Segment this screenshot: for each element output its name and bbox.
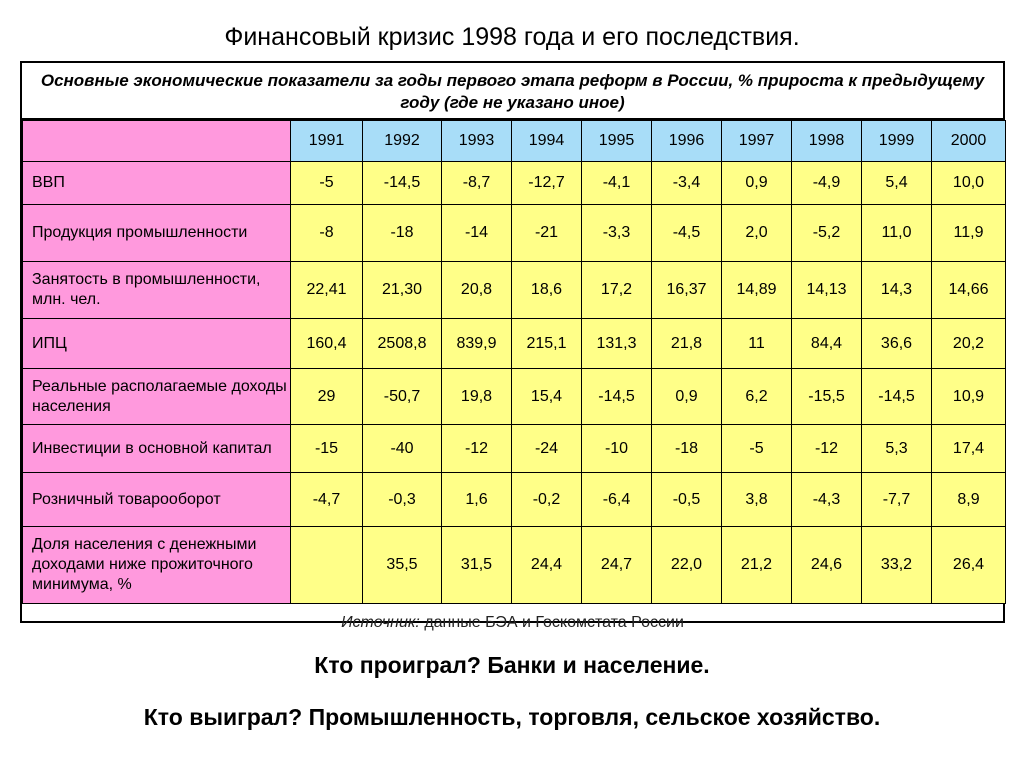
value-cell: 21,2 [722, 527, 792, 604]
value-cell: 11 [722, 319, 792, 369]
value-cell: 14,66 [932, 262, 1006, 319]
question-won: Кто выиграл? Промышленность, торговля, сельское хозяйство. [143, 704, 881, 730]
value-cell: -12 [792, 425, 862, 473]
value-cell: 16,37 [652, 262, 722, 319]
value-cell: 31,5 [442, 527, 512, 604]
value-cell: 20,8 [442, 262, 512, 319]
year-header: 1992 [363, 121, 442, 162]
year-header: 1994 [512, 121, 582, 162]
source-label: Источник: [341, 614, 420, 631]
value-cell: 14,13 [792, 262, 862, 319]
value-cell: -7,7 [862, 473, 932, 527]
value-cell: 22,0 [652, 527, 722, 604]
value-cell: -24 [512, 425, 582, 473]
year-header: 2000 [932, 121, 1006, 162]
indicators-table [22, 120, 1006, 604]
value-cell: 8,9 [932, 473, 1006, 527]
table-row [23, 369, 1006, 425]
question-lost: Кто проиграл? Банки и население. [314, 652, 710, 678]
value-cell: 2508,8 [363, 319, 442, 369]
value-cell: -12 [442, 425, 512, 473]
value-cell: 20,2 [932, 319, 1006, 369]
value-cell: -5,2 [792, 205, 862, 262]
value-cell: 6,2 [722, 369, 792, 425]
table-caption: Основные экономические показатели за годы первого этапа реформ в России, % прироста к предыдущему году (где не указано иное) [22, 63, 1003, 120]
value-cell: 215,1 [512, 319, 582, 369]
value-cell: 21,8 [652, 319, 722, 369]
value-cell: 1,6 [442, 473, 512, 527]
value-cell: -5 [291, 162, 363, 205]
value-cell: -4,3 [792, 473, 862, 527]
value-cell: 2,0 [722, 205, 792, 262]
table-frame [20, 61, 1005, 631]
value-cell: -18 [363, 205, 442, 262]
value-cell: 24,6 [792, 527, 862, 604]
value-cell: -0,2 [512, 473, 582, 527]
value-cell: 3,8 [722, 473, 792, 527]
value-cell: 11,9 [932, 205, 1006, 262]
value-cell: 24,4 [512, 527, 582, 604]
year-header: 1997 [722, 121, 792, 162]
table-row [23, 162, 1006, 205]
table-row [23, 319, 1006, 369]
table-row [23, 425, 1006, 473]
value-cell: 14,89 [722, 262, 792, 319]
row-label: ВВП [23, 162, 291, 205]
source-text: данные БЭА и Госкомстата России [419, 614, 684, 631]
value-cell: 5,3 [862, 425, 932, 473]
value-cell: 17,2 [582, 262, 652, 319]
value-cell [291, 527, 363, 604]
value-cell: 11,0 [862, 205, 932, 262]
value-cell: -14,5 [862, 369, 932, 425]
value-cell: 18,6 [512, 262, 582, 319]
value-cell: -0,5 [652, 473, 722, 527]
value-cell: -3,4 [652, 162, 722, 205]
value-cell: 15,4 [512, 369, 582, 425]
value-cell: -4,7 [291, 473, 363, 527]
value-cell: 84,4 [792, 319, 862, 369]
value-cell: 36,6 [862, 319, 932, 369]
value-cell: -14,5 [363, 162, 442, 205]
value-cell: 17,4 [932, 425, 1006, 473]
value-cell: -40 [363, 425, 442, 473]
value-cell: 160,4 [291, 319, 363, 369]
value-cell: 0,9 [652, 369, 722, 425]
value-cell: -14,5 [582, 369, 652, 425]
row-label: Розничный товарооборот [23, 473, 291, 527]
value-cell: 26,4 [932, 527, 1006, 604]
value-cell: -12,7 [512, 162, 582, 205]
value-cell: -3,3 [582, 205, 652, 262]
value-cell: 131,3 [582, 319, 652, 369]
value-cell: -50,7 [363, 369, 442, 425]
value-cell: -5 [722, 425, 792, 473]
row-label: ИПЦ [23, 319, 291, 369]
value-cell: -8 [291, 205, 363, 262]
value-cell: -4,1 [582, 162, 652, 205]
row-label: Занятость в промышленности, млн. чел. [23, 262, 291, 319]
value-cell: 0,9 [722, 162, 792, 205]
value-cell: -21 [512, 205, 582, 262]
slide-title: Финансовый кризис 1998 года и его последствия. [224, 23, 800, 51]
value-cell: 21,30 [363, 262, 442, 319]
value-cell: 10,0 [932, 162, 1006, 205]
value-cell: -10 [582, 425, 652, 473]
value-cell: 839,9 [442, 319, 512, 369]
value-cell: 29 [291, 369, 363, 425]
value-cell: -15,5 [792, 369, 862, 425]
value-cell: 14,3 [862, 262, 932, 319]
value-cell: 33,2 [862, 527, 932, 604]
table-row [23, 527, 1006, 604]
year-header: 1996 [652, 121, 722, 162]
year-header: 1998 [792, 121, 862, 162]
header-corner [23, 121, 291, 162]
value-cell: -14 [442, 205, 512, 262]
year-header: 1995 [582, 121, 652, 162]
year-header: 1993 [442, 121, 512, 162]
year-header: 1999 [862, 121, 932, 162]
header-row [23, 121, 1006, 162]
row-label: Доля населения с денежными доходами ниже прожиточного минимума, % [23, 527, 291, 604]
value-cell: 5,4 [862, 162, 932, 205]
source-note [22, 604, 1003, 643]
value-cell: -4,9 [792, 162, 862, 205]
value-cell: -15 [291, 425, 363, 473]
row-label: Инвестиции в основной капитал [23, 425, 291, 473]
table-row [23, 262, 1006, 319]
value-cell: 22,41 [291, 262, 363, 319]
value-cell: -4,5 [652, 205, 722, 262]
value-cell: 35,5 [363, 527, 442, 604]
value-cell: -6,4 [582, 473, 652, 527]
row-label: Реальные располагаемые доходы населения [23, 369, 291, 425]
row-label: Продукция промышленности [23, 205, 291, 262]
year-header: 1991 [291, 121, 363, 162]
value-cell: 10,9 [932, 369, 1006, 425]
table-row [23, 473, 1006, 527]
value-cell: 19,8 [442, 369, 512, 425]
value-cell: 24,7 [582, 527, 652, 604]
value-cell: -0,3 [363, 473, 442, 527]
value-cell: -18 [652, 425, 722, 473]
value-cell: -8,7 [442, 162, 512, 205]
table-row [23, 205, 1006, 262]
